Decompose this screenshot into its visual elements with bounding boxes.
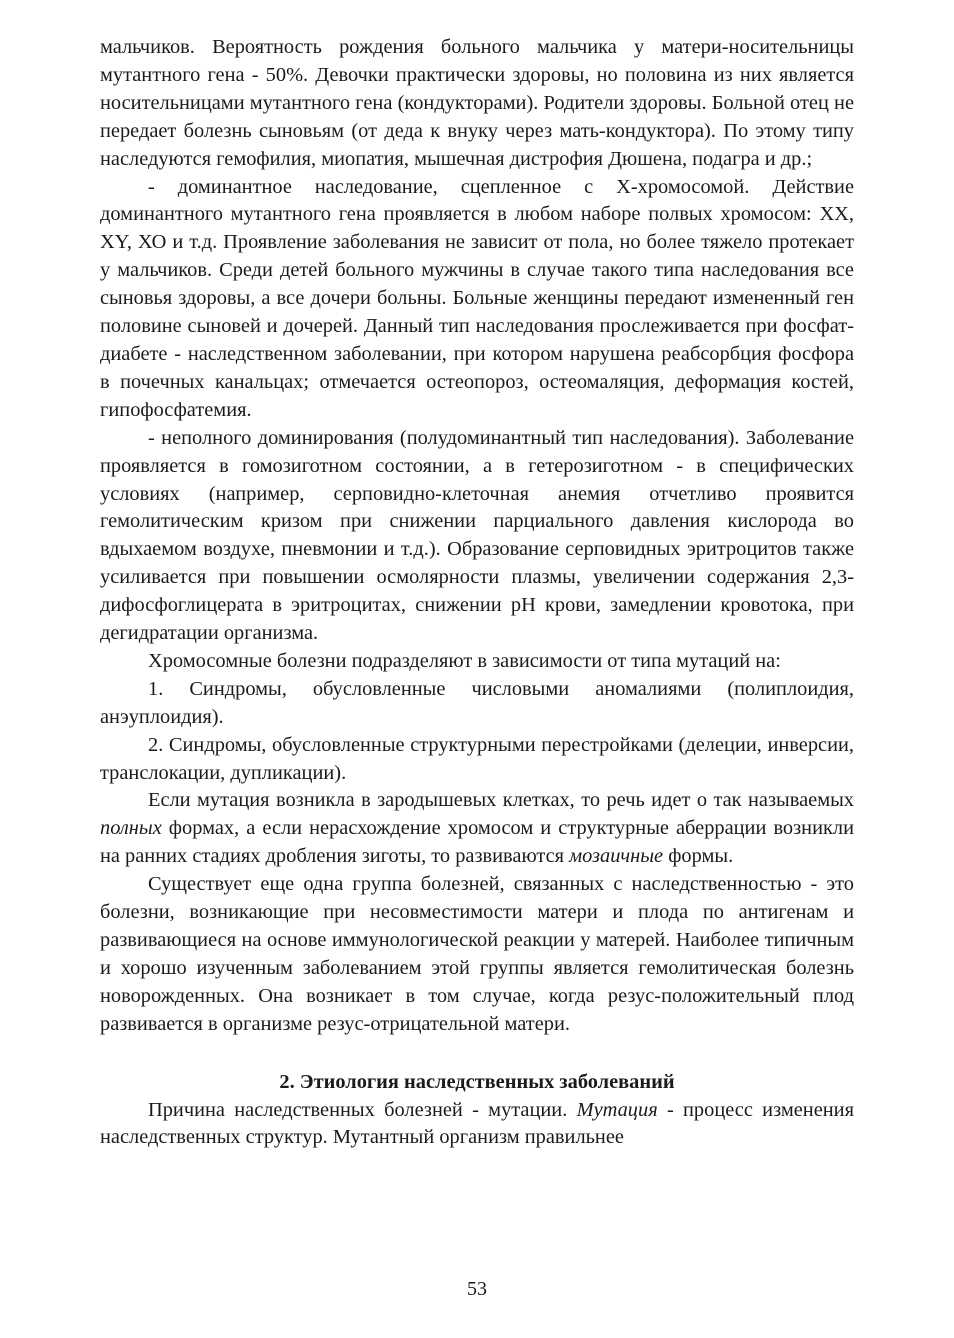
section-spacer bbox=[100, 1039, 854, 1069]
paragraph-p1: мальчиков. Вероятность рождения больного мальчика у матери-носительницы мутантного гена - 50%. Девочки практически здоровы, но половина из них является носительницами мутантного гена (кондукторами). Родители здоровы. Больной отец не передает болезнь сыновьям (от деда к внуку через мать-кондуктора). По этому типу наследуются гемофилия, миопатия, мышечная дистрофия Дюшена, подагра и др.; bbox=[100, 36, 854, 170]
emphasis-term: Мутация bbox=[576, 1098, 658, 1121]
paragraph-p5: 1. Синдромы, обусловленные числовыми аномалиями (полиплоидия, анэуплоидия). bbox=[100, 677, 854, 728]
paragraph-immunological: Существует еще одна группа болезней, связанных с наследственностью - это болезни, возникающие при несовместимости матери и плода по антигенам и развивающиеся на основе иммунологической реакции у матерей. Наиболее типичным и хорошо изученным заболеванием этой группы является гемолитическая болезнь новорожденных. Она возникает в том случае, когда резус-положительный плод развивается в организме резус-отрицательной матери. bbox=[100, 873, 854, 1035]
paragraph-text: - процесс изменения наследственных структур. Мутантный организм правильнее bbox=[100, 1098, 854, 1149]
emphasis-term: мозаичные bbox=[569, 845, 664, 868]
paragraph-list bbox=[100, 34, 854, 787]
paragraph-p4: Хромосомные болезни подразделяют в зависимости от типа мутаций на: bbox=[148, 649, 781, 672]
paragraph-p2: - доминантное наследование, сцепленное с Х-хромосомой. Действие доминантного мутантного гена проявляется в любом наборе полвых хромосом: ХХ, ХY, ХО и т.д. Проявление заболевания не зависит от пола, но более тяжело протекает у мальчиков. Среди детей больного мужчины в случае такого типа наследования все сыновья здоровы, а все дочери больны. Больные женщины передают измененный ген половине сыновей и дочерей. Данный тип наследования прослеживается при фосфат-диабете - наследственном заболевании, при котором нарушена реабсорбция фосфора в почечных канальцах; отмечается остеопороз, остеомаляция, деформация костей, гипофосфатемия. bbox=[100, 175, 854, 421]
paragraph-mosaic-forms bbox=[100, 787, 854, 871]
page-body bbox=[100, 34, 854, 1152]
paragraph-p3: - неполного доминирования (полудоминантный тип наследования). Заболевание проявляется в гомозиготном состоянии, а в гетерозиготном - в специфических условиях (например, серповидно-клеточная анемия отчетливо проявится гемолитическим кризом при снижении парциального давления кислорода во вдыхаемом воздухе, пневмонии и т.д.). Образование серповидных эритроцитов также усиливается при повышении осмолярности плазмы, увеличении содержания 2,3-дифосфоглицерата в эритроцитах, снижении pH крови, замедлении кровотока, при дегидратации организма. bbox=[100, 426, 854, 645]
section-heading: 2. Этиология наследственных заболеваний bbox=[279, 1070, 675, 1093]
paragraph-mutation bbox=[100, 1097, 854, 1153]
page-number: 53 bbox=[467, 1278, 487, 1300]
paragraph-text: формы. bbox=[663, 845, 734, 868]
paragraph-p6: 2. Синдромы, обусловленные структурными перестройками (делеции, инверсии, транслокации, дупликации). bbox=[100, 733, 854, 784]
emphasis-term: полных bbox=[100, 817, 162, 840]
paragraph-text: Если мутация возникла в зародышевых клетках, то речь идет о так называемых bbox=[148, 789, 854, 812]
paragraph-text: Причина наследственных болезней - мутации. bbox=[148, 1098, 577, 1121]
paragraph-text: формах, а если нерасхождение хромосом и структурные аберрации возникли на ранних стадиях дробления зиготы, то развиваются bbox=[100, 817, 854, 868]
